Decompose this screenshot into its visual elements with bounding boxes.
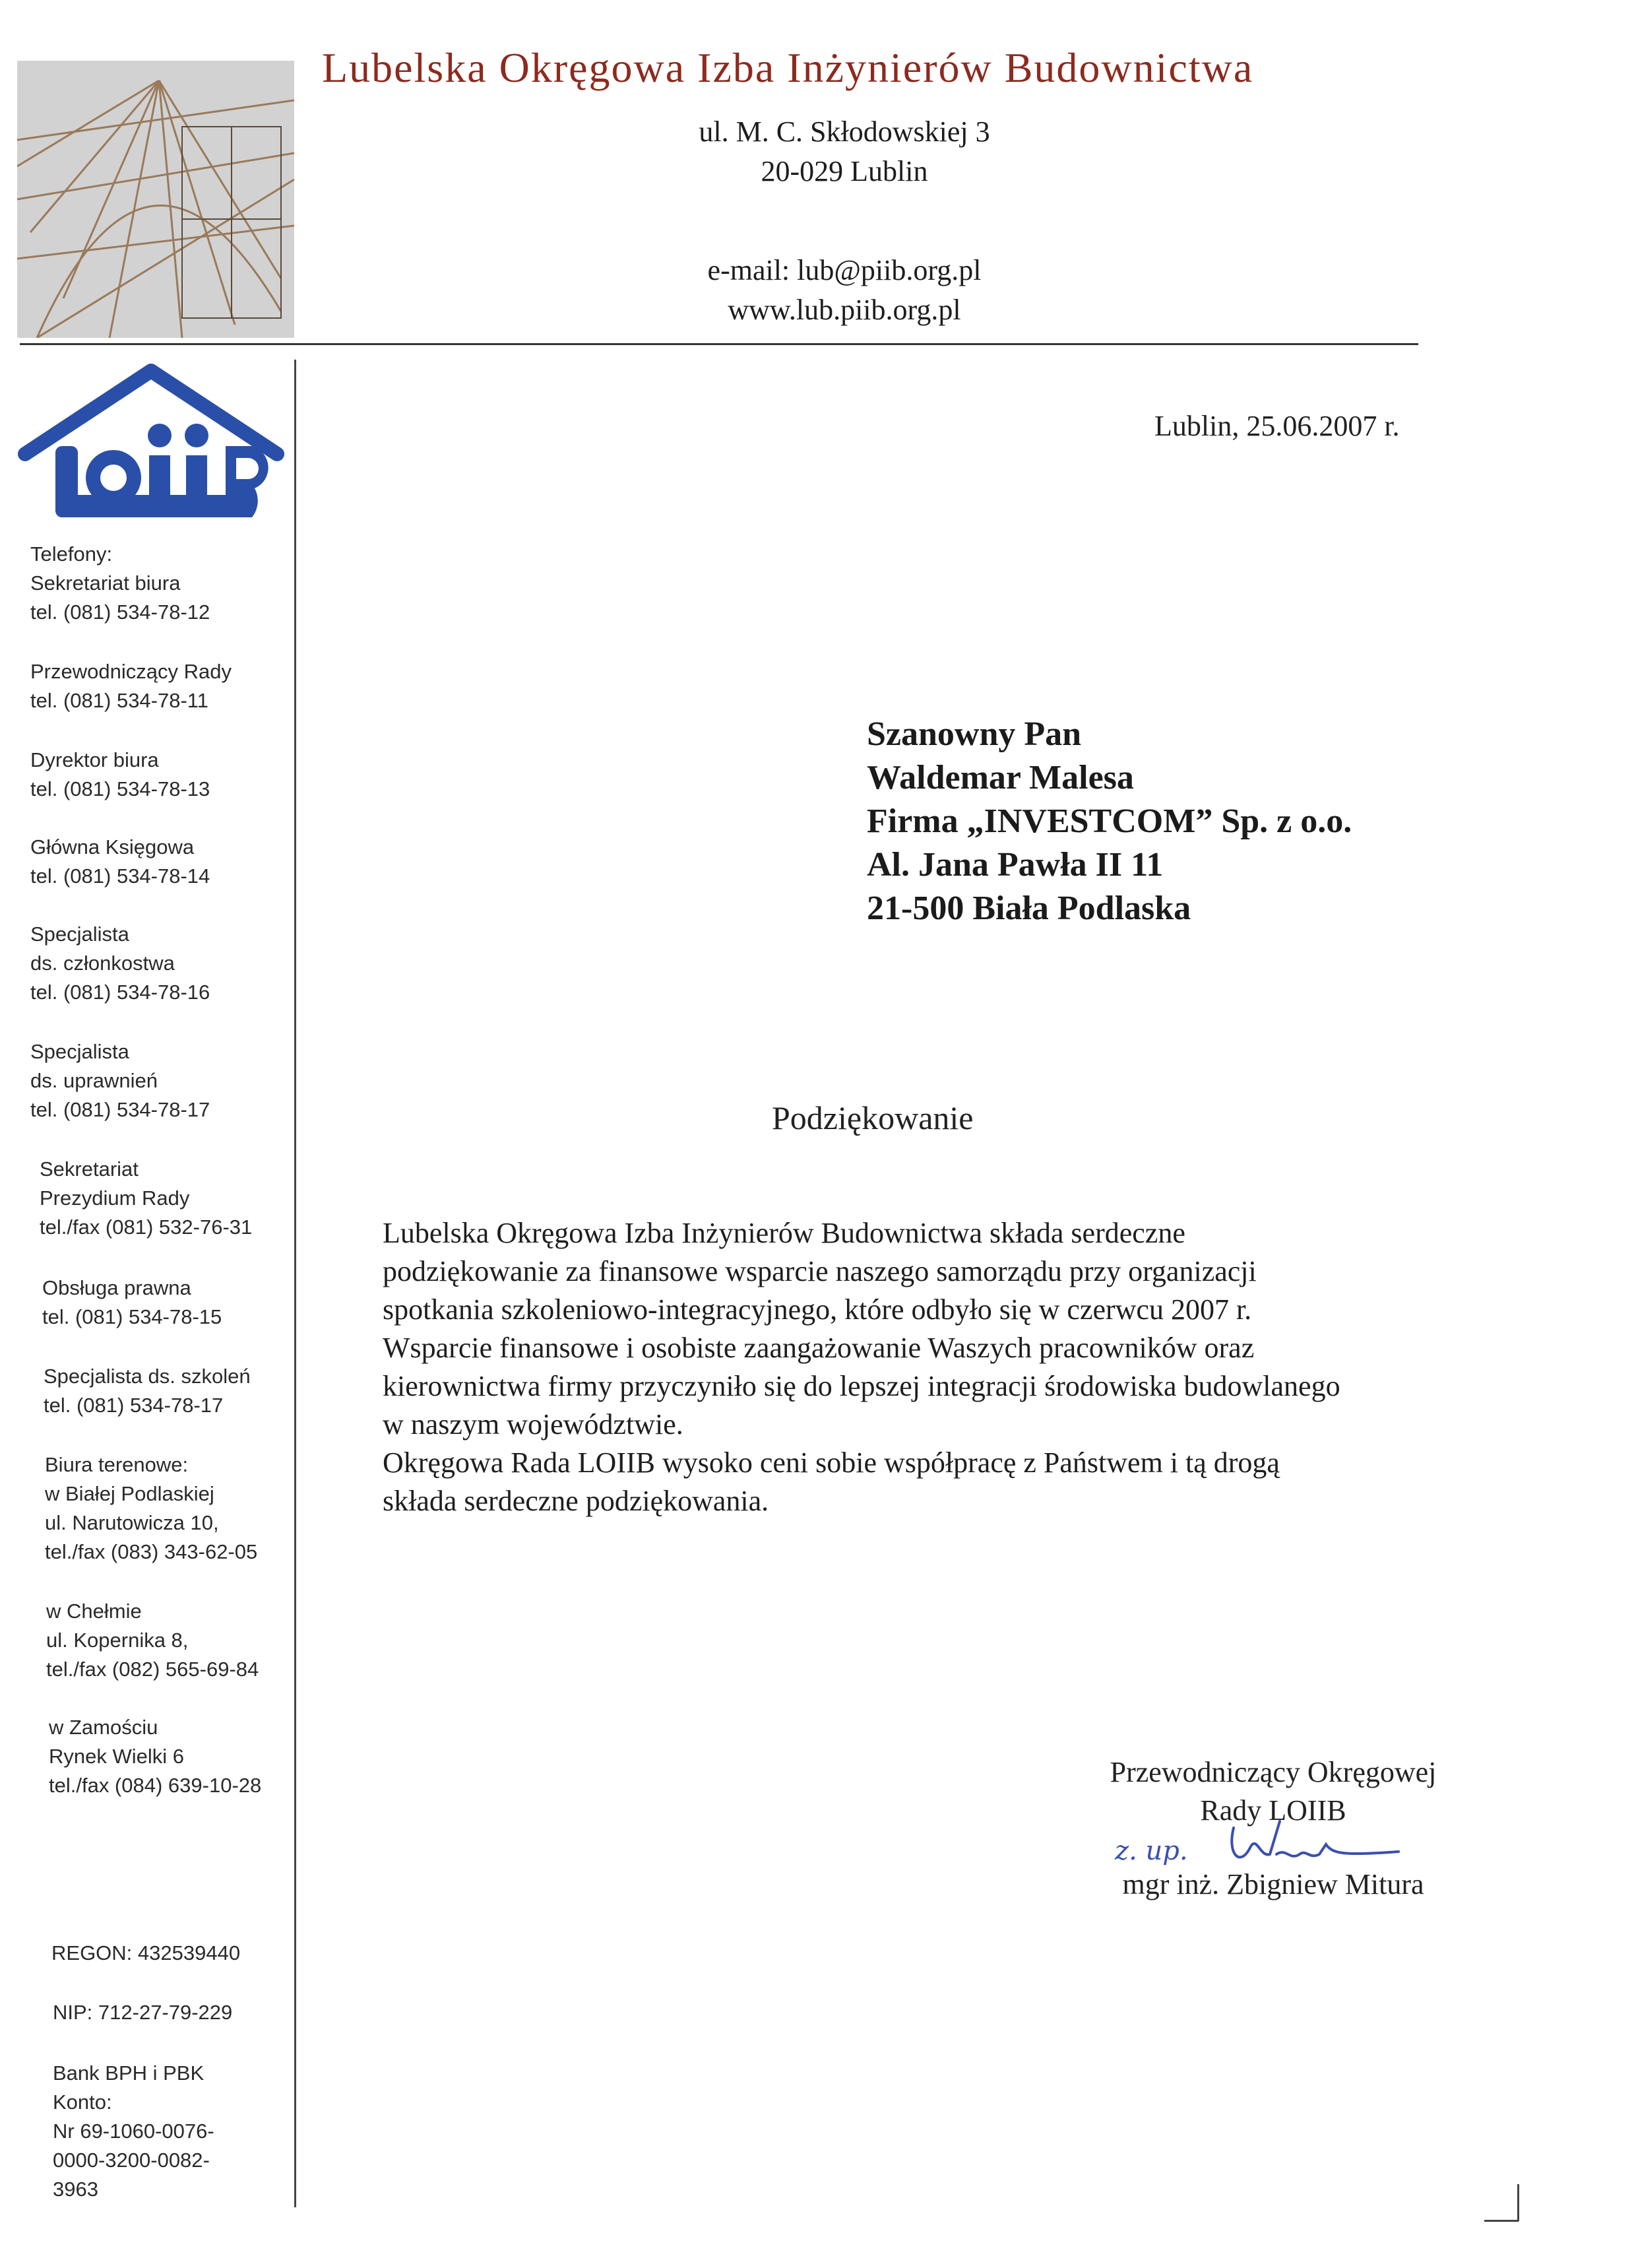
bank-line: 0000-3200-0082-	[53, 2149, 210, 2172]
sidebar-contact	[30, 746, 294, 804]
contact-line: ds. uprawnień	[30, 1069, 158, 1092]
contact-line: ul. Kopernika 8,	[46, 1629, 189, 1652]
contact-line: Rynek Wielki 6	[49, 1745, 184, 1768]
signatory-title-line2: Rady LOIIB	[1200, 1794, 1346, 1827]
contact-line: tel./fax (082) 565-69-84	[46, 1658, 259, 1681]
scan-edge-mark	[1484, 2220, 1519, 2222]
recipient-line: Firma „INVESTCOM” Sp. z o.o.	[867, 802, 1352, 840]
header-divider	[20, 343, 1418, 345]
signatory-title-line1: Przewodniczący Okręgowej	[1110, 1756, 1437, 1788]
sidebar-contact	[40, 1155, 303, 1242]
contact-line: w Chełmie	[46, 1600, 142, 1623]
body-line: Okręgowa Rada LOIIB wysoko ceni sobie współpracę z Państwem i tą drogą	[383, 1446, 1280, 1479]
contact-line: tel. (081) 534-78-12	[30, 600, 210, 624]
body-line: w naszym województwie.	[383, 1408, 683, 1441]
regon: REGON: 432539440	[51, 1941, 241, 1964]
sidebar-contact	[30, 657, 294, 715]
contact-line: Specjalista	[30, 1040, 129, 1063]
contact-line: Dyrektor biura	[30, 748, 159, 771]
contact-line: tel./fax (081) 532-76-31	[40, 1215, 253, 1239]
org-city: 20-029 Lublin	[761, 155, 928, 187]
sidebar-contact	[30, 833, 294, 891]
recipient-block	[867, 713, 1352, 930]
body-line: kierownictwa firmy przyczyniło się do lepszej integracji środowiska budowlanego	[383, 1370, 1340, 1402]
contact-line: ul. Narutowicza 10,	[45, 1511, 219, 1534]
body-line: Lubelska Okręgowa Izba Inżynierów Budownictwa składa serdeczne	[383, 1217, 1185, 1249]
body-line: składa serdeczne podziękowania.	[383, 1485, 769, 1517]
sidebar-contact	[45, 1450, 309, 1567]
contact-line: Główna Księgowa	[30, 835, 195, 859]
contact-line: w Zamościu	[49, 1716, 158, 1739]
sidebar-contact	[49, 1713, 313, 1800]
contact-line: Specjalista ds. szkoleń	[44, 1365, 251, 1388]
contact-line: tel./fax (083) 343-62-05	[45, 1540, 258, 1563]
contact-line: Specjalista	[30, 923, 129, 946]
contact-line: tel. (081) 534-78-13	[30, 777, 210, 800]
sidebar-contact	[30, 569, 294, 627]
body-line: spotkania szkoleniowo-integracyjnego, które odbyło się w czerwcu 2007 r.	[383, 1293, 1252, 1326]
nip: NIP: 712-27-79-229	[53, 2001, 233, 2024]
letter-date: Lublin, 25.06.2007 r.	[1154, 410, 1400, 442]
bank-line: 3963	[53, 2178, 98, 2201]
contact-line: Prezydium Rady	[40, 1186, 190, 1210]
letter-body	[383, 1214, 1504, 1520]
loiib-logo	[16, 362, 286, 527]
recipient-line: Al. Jana Pawła II 11	[867, 846, 1164, 884]
bank-line: Bank BPH i PBK	[53, 2061, 204, 2085]
scan-edge-mark	[1517, 2184, 1519, 2221]
sidebar-contact	[44, 1362, 307, 1420]
sidebar-contact	[42, 1274, 306, 1332]
recipient-line: Waldemar Malesa	[867, 759, 1134, 796]
bank-line: Konto:	[53, 2090, 112, 2114]
bank-line: Nr 69-1060-0076-	[53, 2120, 214, 2143]
recipient-line: Szanowny Pan	[867, 715, 1082, 753]
sidebar-contact	[30, 1037, 294, 1124]
sidebar-phones-heading: Telefony:	[30, 542, 113, 566]
contact-line: tel./fax (084) 639-10-28	[49, 1774, 262, 1797]
contact-line: ds. członkostwa	[30, 952, 175, 975]
contact-line: Obsługa prawna	[42, 1276, 191, 1299]
organization-name: Lubelska Okręgowa Izba Inżynierów Budownictwa	[322, 44, 1254, 91]
body-line: Wsparcie finansowe i osobiste zaangażowanie Waszych pracowników oraz	[383, 1332, 1255, 1364]
contact-line: Sekretariat biura	[30, 571, 181, 595]
bank-details	[53, 2059, 317, 2204]
recipient-line: 21-500 Biała Podlaska	[867, 890, 1191, 927]
org-street: ul. M. C. Skłodowskiej 3	[699, 115, 990, 148]
contact-line: Sekretariat	[40, 1157, 139, 1181]
contact-line: w Białej Podlaskiej	[45, 1482, 214, 1505]
sidebar-contact	[30, 920, 294, 1007]
contact-line: tel. (081) 534-78-17	[30, 1098, 210, 1121]
contact-line: tel. (081) 534-78-14	[30, 864, 210, 888]
org-email: e-mail: lub@piib.org.pl	[707, 254, 982, 286]
sidebar-contact	[46, 1597, 310, 1684]
org-website: www.lub.piib.org.pl	[728, 294, 961, 326]
contact-line: Biura terenowe:	[45, 1453, 189, 1476]
contact-line: tel. (081) 534-78-11	[30, 689, 208, 712]
letter-title: Podziękowanie	[772, 1099, 974, 1136]
contact-line: Przewodniczący Rady	[30, 660, 232, 683]
signature-note: z. up.	[1115, 1836, 1188, 1866]
body-line: podziękowanie za finansowe wsparcie naszego samorządu przy organizacji	[383, 1255, 1257, 1287]
header-logo-art	[17, 61, 294, 338]
contact-line: tel. (081) 534-78-16	[30, 981, 210, 1004]
signatory-name: mgr inż. Zbigniew Mitura	[1122, 1868, 1424, 1900]
contact-line: tel. (081) 534-78-15	[42, 1305, 222, 1328]
contact-line: tel. (081) 534-78-17	[44, 1394, 224, 1417]
